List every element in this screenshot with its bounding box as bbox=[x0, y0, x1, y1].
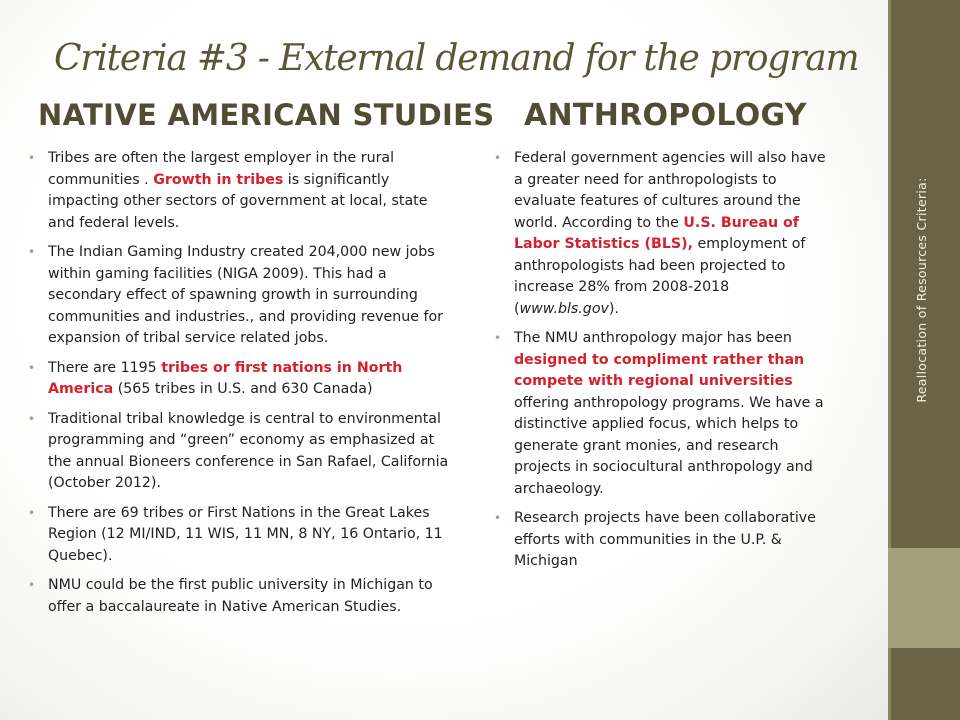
list-item bbox=[24, 358, 452, 401]
right-bullet-list bbox=[490, 148, 838, 573]
side-band-accent-block bbox=[888, 548, 960, 648]
list-item bbox=[490, 148, 838, 320]
left-bullet-list bbox=[24, 148, 452, 618]
bullet-text: NMU could be the first public university in Michigan to offer a baccalaureate in Native American Studies. bbox=[48, 577, 433, 615]
list-item bbox=[24, 242, 452, 350]
list-item bbox=[490, 508, 838, 573]
source-url-text: www.bls.gov bbox=[519, 300, 609, 317]
bullet-text: There are 69 tribes or First Nations in the Great Lakes Region (12 MI/IND, 11 WIS, 11 MN, 8 NY, 16 Ontario, 11 Quebec). bbox=[48, 504, 443, 564]
bullet-icon: • bbox=[28, 151, 36, 165]
right-column bbox=[490, 148, 838, 581]
bullet-text: is significantly impacting other sectors of government at local, state and federal levels. bbox=[48, 171, 428, 231]
bullet-icon: • bbox=[494, 151, 502, 165]
bullet-text: (565 tribes in U.S. and 630 Canada) bbox=[113, 381, 373, 397]
bullet-icon: • bbox=[28, 245, 36, 259]
list-item bbox=[24, 409, 452, 495]
bullet-text: The Indian Gaming Industry created 204,000 new jobs within gaming facilities (NIGA 2009). This had a secondary effect of spawning growth in surrounding communities and industries., and providing revenue for expansion of tribal service related jobs. bbox=[48, 244, 443, 346]
bullet-text: offering anthropology programs. We have a distinctive applied focus, which helps to generate grant monies, and research projects in sociocultural anthropology and archaeology. bbox=[514, 394, 824, 497]
bullet-icon: • bbox=[28, 505, 36, 520]
bullet-text: Tribes are often the largest employer in the rural communities . bbox=[48, 150, 395, 188]
list-item bbox=[490, 328, 838, 500]
slide-title: Criteria #3 - External demand for the program bbox=[54, 38, 859, 79]
bullet-text: Federal government agencies will also have a greater need for anthropologists to evaluate features of cultures around the world. According to the bbox=[514, 150, 826, 231]
side-label: Reallocation of Resources Criteria: bbox=[914, 177, 929, 403]
right-column-heading: ANTHROPOLOGY bbox=[524, 98, 807, 133]
highlight-text: designed to compliment rather than compete with regional universities bbox=[514, 351, 805, 389]
list-item bbox=[24, 575, 452, 618]
bullet-text: ). bbox=[608, 300, 619, 317]
bullet-text: Traditional tribal knowledge is central to environmental programming and “green” economy as emphasized at the annual Bioneers conference in San Rafael, California (October 2012). bbox=[48, 410, 449, 491]
bullet-text: employment of anthropologists had been projected to increase 28% from 2008-2018 ( bbox=[514, 236, 806, 317]
bullet-text: The NMU anthropology major has been bbox=[514, 330, 792, 346]
left-column bbox=[24, 148, 452, 626]
bullet-text: Research projects have been collaborative efforts with communities in the U.P. & Michigan bbox=[514, 510, 816, 569]
bullet-icon: • bbox=[28, 578, 36, 592]
left-column-heading: NATIVE AMERICAN STUDIES bbox=[38, 98, 495, 132]
bullet-icon: • bbox=[494, 511, 502, 525]
bullet-icon: • bbox=[28, 360, 36, 375]
highlight-text: Growth in tribes bbox=[153, 171, 284, 188]
bullet-text: There are 1195 bbox=[48, 359, 162, 376]
bullet-icon: • bbox=[28, 411, 36, 426]
highlight-text: tribes or first nations in North America bbox=[48, 359, 403, 397]
list-item bbox=[24, 503, 452, 568]
highlight-text: U.S. Bureau of Labor Statistics (BLS), bbox=[514, 214, 799, 252]
bullet-icon: • bbox=[494, 331, 502, 345]
list-item bbox=[24, 148, 452, 234]
